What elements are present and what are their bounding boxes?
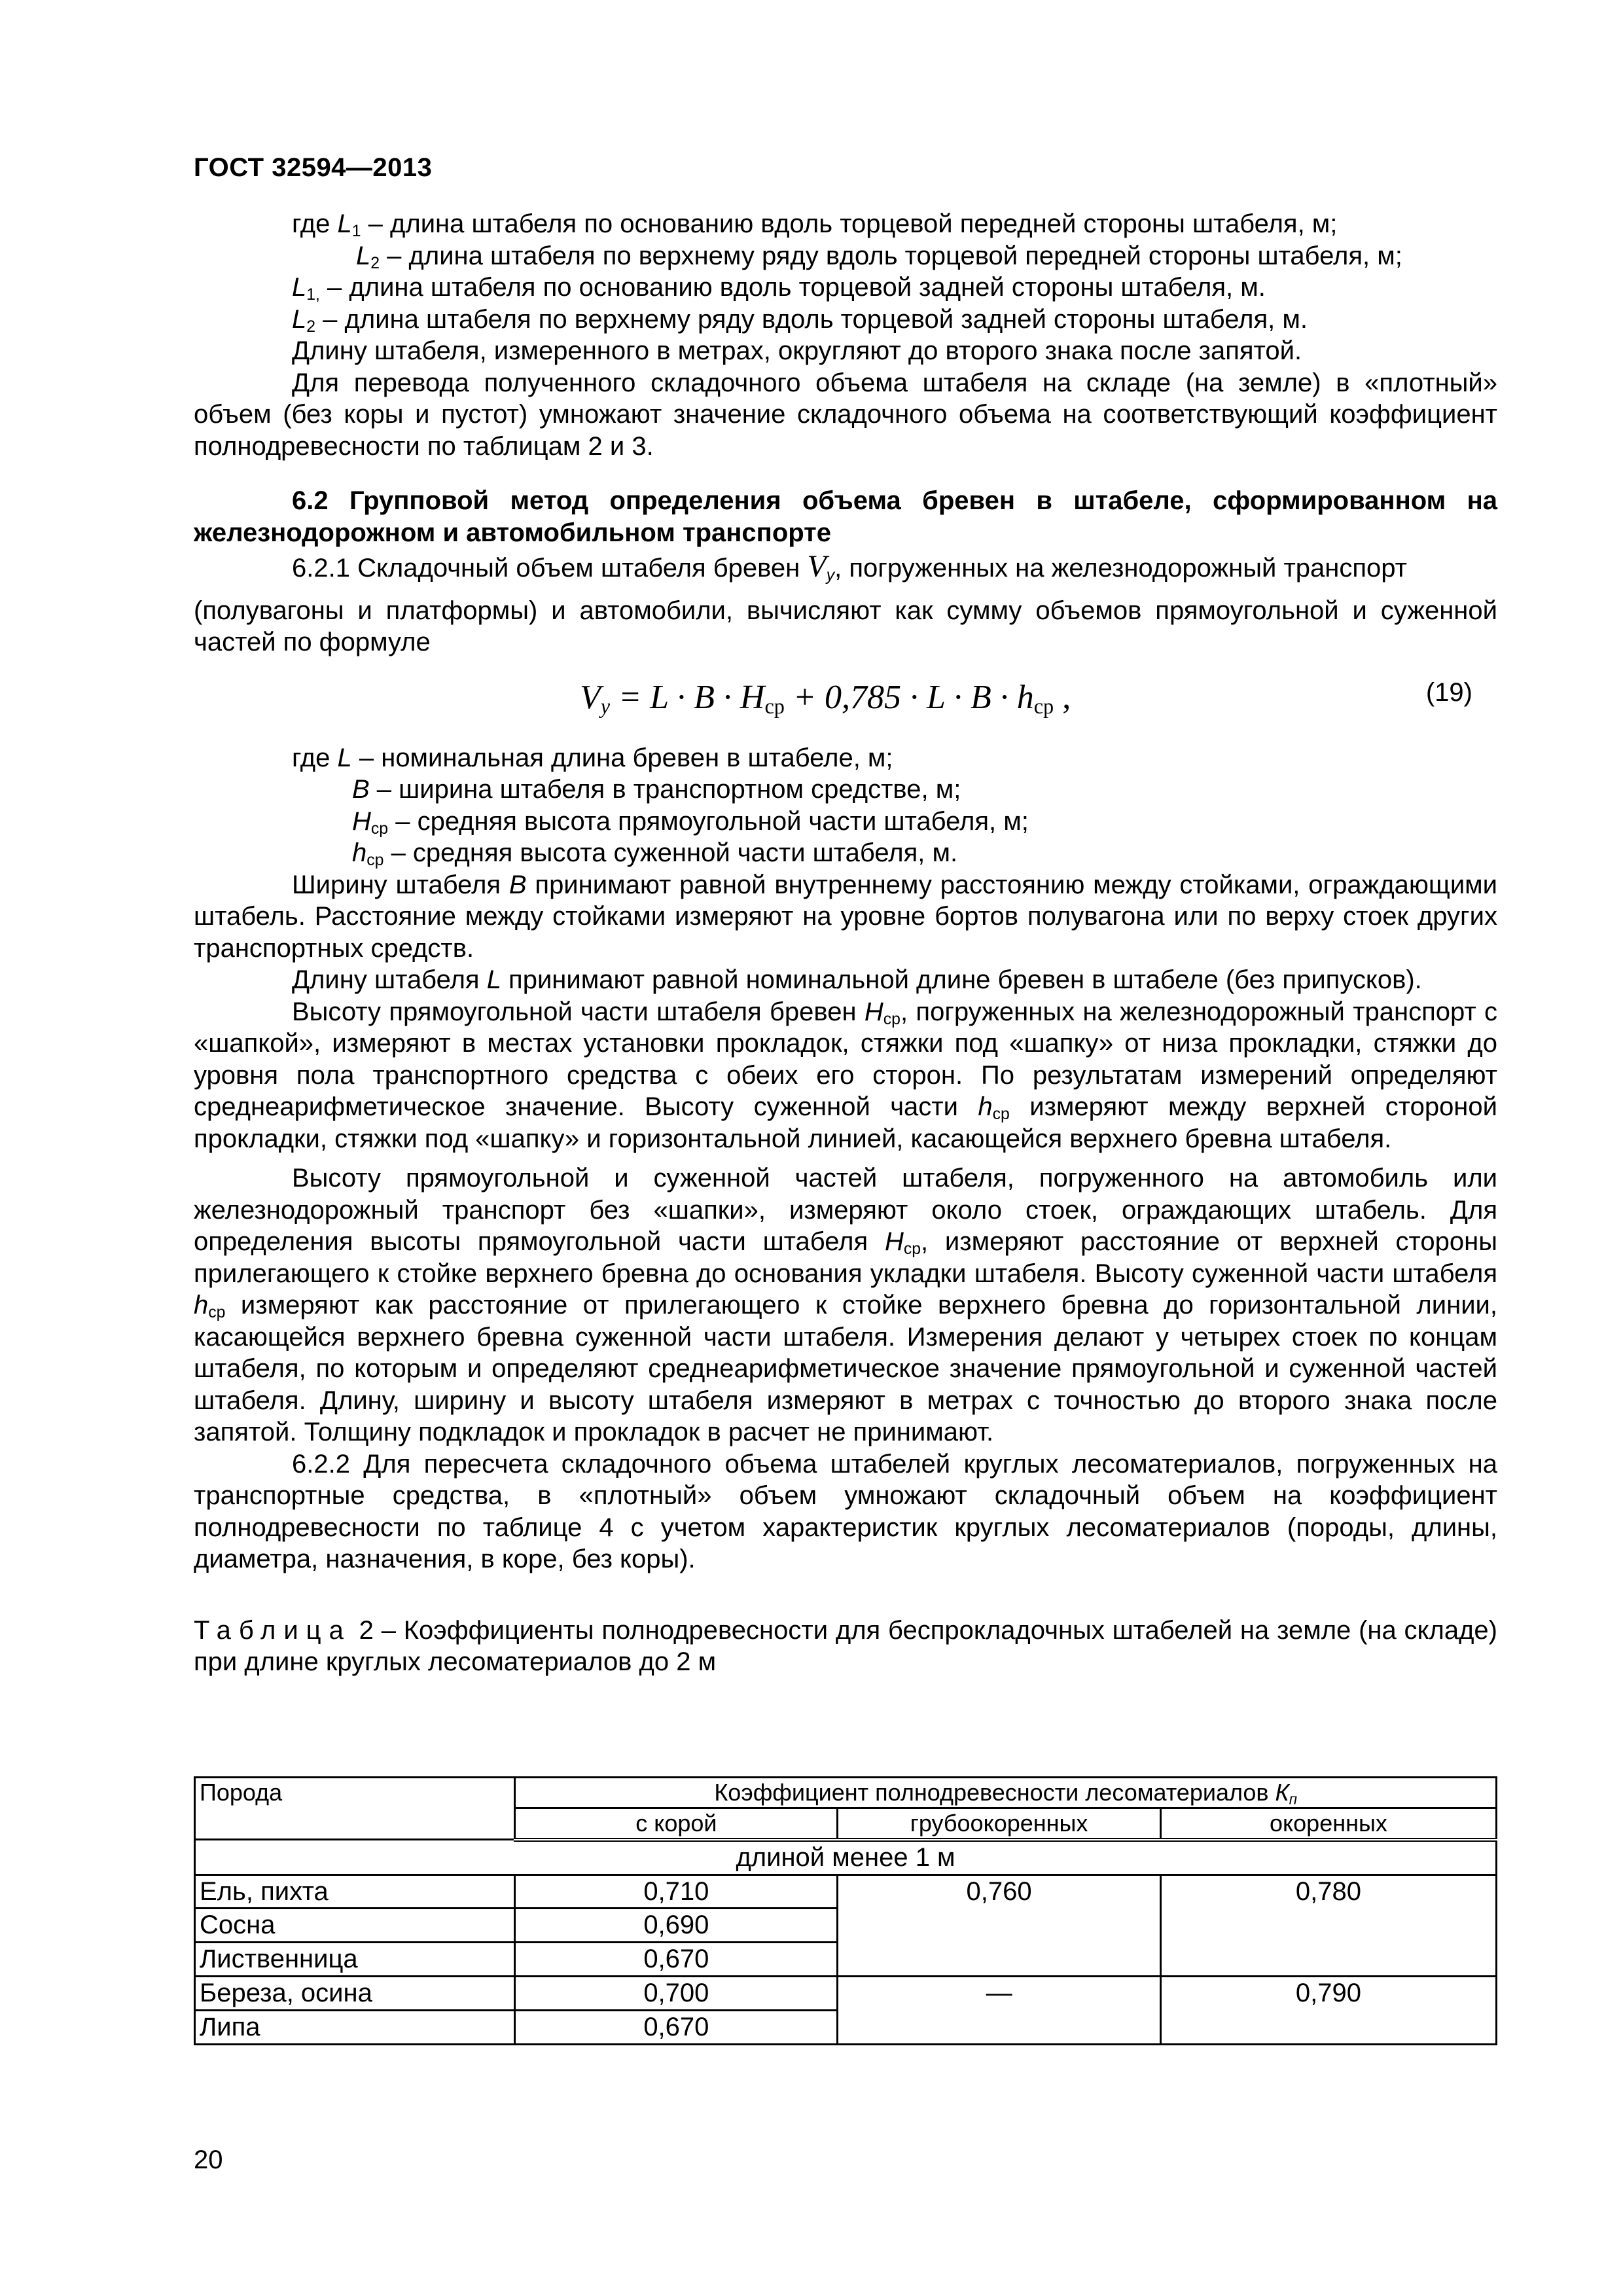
coefficients-table xyxy=(194,1776,1497,2045)
paragraph: Длину штабеля L принимают равной номинальной длине бревен в штабеле (без припусков). xyxy=(292,965,1422,994)
definition-line: где $L_1$ – длина штабеля по основанию вдоль торцевой передней стороны штабеля, м; xyxy=(292,209,1338,241)
table-row: Ель, пихта 0,710 0,760 0,780 xyxy=(195,1874,1497,1909)
section-heading: 6.2 Групповой метод определения объема бревен в штабеле, сформированном на железнодорожном и автомобильном транспорте xyxy=(194,486,1497,547)
formula-number: (19) xyxy=(1425,677,1472,707)
header-rough: грубоокоренных xyxy=(838,1808,1160,1839)
definition-line: $L_{1,}$ – длина штабеля по основанию вдоль торцевой задней стороны штабеля, м. xyxy=(292,273,1266,304)
table-row: Липа 0,670 xyxy=(195,2010,1497,2044)
paragraph: 6.2.1 Складочный объем штабеля бревен $V_y$, погруженных на железнодорожный транспорт xyxy=(292,549,1407,585)
paragraph: Высоту прямоугольной и суженной частей штабеля, погруженного на автомобиль или железнодорожный транспорт без «шапки», измеряют около стоек, ограждающих штабель. Для определения высоты прямоугольной части штабеля $H_{ср}$, измеряют расстояние от верхней стороны прилегающего к стойке верхнего бревна до основания укладки штабеля. Высоту суженной части штабеля $h_{ср}$ измеряют как расстояние от прилегающего к стойке верхнего бревна до горизонтальной линии, касающейся верхнего бревна суженной части штабеля. Измерения делают у четырех стоек по концам штабеля, по которым и определяют среднеарифметическое значение прямоугольной и суженной частей штабеля. Длину, ширину и высоту штабеля измеряют в метрах с точностью до второго знака после запятой. Толщину подкладок и прокладок в расчет не принимают. xyxy=(194,1164,1497,1446)
table-row: Сосна 0,690 xyxy=(195,1909,1497,1943)
paragraph: Ширину штабеля B принимают равной внутреннему расстоянию между стойками, ограждающими штабель. Расстояние между стойками измеряют на уровне бортов полувагона или по верху стоек других транспортных средств. xyxy=(194,870,1498,963)
paragraph: Длину штабеля, измеренного в метрах, округляют до второго знака после запятой. xyxy=(292,336,1302,365)
document-code: ГОСТ 32594—2013 xyxy=(194,153,433,182)
paragraph: 6.2.2 Для пересчета складочного объема штабелей круглых лесоматериалов, погруженных на транспортные средства, в «плотный» объем умножают складочный объем на коэффициент полнодревесности по таблице 4 с учетом характеристик круглых лесоматериалов (породы, длины, диаметра, назначения, в коре, без коры). xyxy=(194,1449,1497,1573)
paragraph: Для перевода полученного складочного объема штабеля на складе (на земле) в «плотный» объем (без коры и пустот) умножают значение складочного объема на соответствующий коэффициент полнодревесности по таблицам 2 и 3. xyxy=(194,368,1497,461)
header-species: Порода xyxy=(195,1778,515,1840)
table-row: Береза, осина 0,700 — 0,790 xyxy=(195,1977,1497,2011)
definition-line: где L – номинальная длина бревен в штабеле, м; xyxy=(292,743,893,772)
header-bark: с корой xyxy=(515,1808,838,1839)
definition-line: B – ширина штабеля в транспортном средстве, м; xyxy=(352,775,961,804)
table-caption: Таблица 2 – Коэффициенты полнодревесности для беспрокладочных штабелей на земле (на складе) при длине круглых лесоматериалов до 2 м xyxy=(194,1615,1497,1676)
document-body xyxy=(194,208,1497,1678)
page-number: 20 xyxy=(194,2145,223,2174)
definition-line: $L_2$ – длина штабеля по верхнему ряду вдоль торцевой передней стороны штабеля, м; xyxy=(356,241,1402,272)
paragraph: Высоту прямоугольной части штабеля бревен $H_{ср}$, погруженных на железнодорожный транспорт с «шапкой», измеряют в местах установки прокладок, стяжки под «шапку» от низа прокладки, стяжки до уровня пола транспортного средства с обеих его сторон. По результатам измерений определяют среднеарифметическое значение. Высоту суженной части $h_{ср}$ измеряют между верхней стороной прокладки, стяжки под «шапку» и горизонтальной линией, касающейся верхнего бревна штабеля. xyxy=(194,997,1497,1153)
definition-line: $L_2$ – длина штабеля по верхнему ряду вдоль торцевой задней стороны штабеля, м. xyxy=(292,304,1308,336)
header-coefficient: Коэффициент полнодревесности лесоматериалов $К_п$ xyxy=(515,1778,1497,1808)
definition-line: $h_{ср}$ – средняя высота суженной части штабеля, м. xyxy=(352,838,958,870)
formula-19 xyxy=(194,665,1497,737)
formula-expression: $V_y = L \cdot B \cdot H_{ср} + 0,785 \cdot L \cdot B \cdot h_{ср}$ , xyxy=(580,678,1071,718)
table-section: длиной менее 1 м xyxy=(195,1840,1497,1874)
header-debarked: окоренных xyxy=(1160,1808,1496,1839)
paragraph: (полувагоны и платформы) и автомобили, вычисляют как сумму объемов прямоугольной и суженной частей по формуле xyxy=(194,596,1497,656)
table-row: Лиственница 0,670 xyxy=(195,1943,1497,1977)
definition-line: $H_{ср}$ – средняя высота прямоугольной части штабеля, м; xyxy=(352,806,1029,838)
